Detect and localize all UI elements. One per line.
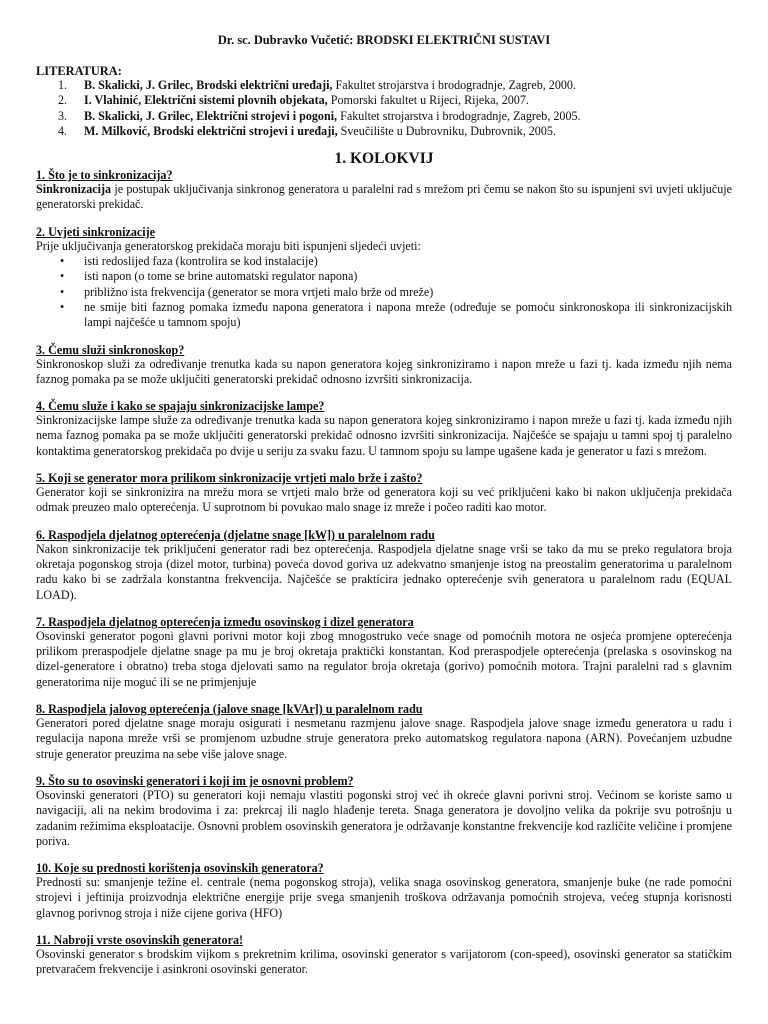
answer-text	[36, 629, 732, 690]
answer-text	[36, 716, 732, 762]
condition-text: približno ista frekvencija (generator se mora vrtjeti malo brže od mreže)	[84, 284, 434, 299]
answer-text	[36, 413, 732, 459]
answer-body: Generator koji se sinkronizira na mrežu mora se vrtjeti malo brže od generatora koji su već priključeni kako bi nakon uključenja prekidača odmak preuzeo malo opterećenja. U suprotnom bi povukao malo snage iz mreže i počeo raditi kao motor.	[36, 485, 732, 515]
literature-item-title: M. Milković, Brodski električni strojevi i uređaji,	[84, 123, 338, 138]
question-section	[36, 615, 732, 690]
literature-item-number: 2.	[58, 93, 68, 108]
question-heading: 4. Čemu služe i kako se spajaju sinkronizacijske lampe?	[36, 399, 325, 414]
condition-item	[60, 269, 732, 284]
literature-item-publisher: Sveučilište u Dubrovniku, Dubrovnik, 2005.	[337, 123, 556, 138]
answer-text	[36, 357, 732, 388]
question-heading: 9. Što su to osovinski generatori i koji im je osnovni problem?	[36, 773, 354, 788]
answer-body: Sinkronoskop služi za određivanje trenutka kada su napon generatora kojeg sinkroniziramo i napon mreže u fazi tj. kada između njih nema faznog pomaka pa se može uključiti generatorski prekidač odnosno izvršiti sinkronizacija.	[36, 356, 732, 386]
question-section	[36, 774, 732, 849]
question-section	[36, 702, 732, 762]
question-heading: 6. Raspodjela djelatnog opterećenja (djelatne snage [kW]) u paralelnom radu	[36, 527, 435, 542]
bullet-icon: •	[60, 254, 65, 269]
question-heading: 3. Čemu služi sinkronoskop?	[36, 342, 185, 357]
answer-text	[36, 239, 732, 254]
literature-item	[58, 123, 732, 139]
question-section	[36, 168, 732, 213]
question-heading: 5. Koji se generator mora prilikom sinkronizacije vrtjeti malo brže i zašto?	[36, 471, 423, 486]
literature-item-title: B. Skalicki, J. Grilec, Brodski električni uređaji,	[84, 78, 333, 92]
answer-body: je postupak uključivanja sinkronog generatora u paralelni rad s mrežom pri čemu se nakon što su ispunjeni svi uvjeti uključuje generatorski prekidač.	[36, 182, 732, 212]
literature-item-number: 1.	[58, 78, 68, 92]
answer-text	[36, 542, 732, 603]
answer-body: Prije uključivanja generatorskog prekidača moraju biti ispunjeni sljedeći uvjeti:	[36, 238, 421, 253]
condition-item	[60, 254, 732, 269]
answer-body: Generatori pored djelatne snage moraju osigurati i nesmetanu razmjenu jalove snage. Raspodjela jalove snage između generatora u radu i regulacija napona mreže vrši se promjenom uzbudne struje generatora preko automatskog regulatora napona (ARN). Povećanjem uzbudne struje generator preuzima na sebe više jalove snage.	[36, 716, 732, 761]
answer-body: Osovinski generatori (PTO) su generatori koji nemaju vlastiti pogonski stroj već ih okreće glavni porivni stroj. Većinom se koriste samo u navigaciji, ali na nekim brodovima i za: prekrcaj ili naglo hlađenje tereta. Snaga generatora je dovoljno velika da pokrije svu potrošnju u zadanim režimima eksploatacije. Osnovni problem osovinskih generatora je održavanje konstantne frekvencije kod različite veličine i promjene poriva.	[36, 787, 732, 848]
question-section	[36, 471, 732, 516]
document-header: Dr. sc. Dubravko Vučetić: BRODSKI ELEKTRIČNI SUSTAVI	[217, 33, 551, 47]
literature-item-title: I. Vlahinić, Električni sistemi plovnih objekata,	[84, 93, 328, 108]
literature-item-number: 4.	[58, 123, 68, 138]
answer-body: Prednosti su: smanjenje težine el. centrale (nema pogonskog stroja), velika snaga osovinskog generatora, smanjenje buke (ne rade pomoćni strojevi i jeftinija proizvodnja električne energije prije svega smanjenih troškova održavanja pomoćnih strojeva, većeg stupnja korisnosti glavnog porivnog stroja i niže cijene goriva (HFO)	[36, 875, 732, 920]
literature-item	[58, 108, 732, 124]
answer-text	[36, 485, 732, 516]
answer-term: Sinkronizacija	[36, 182, 112, 197]
question-section	[36, 933, 732, 978]
literature-heading: LITERATURA:	[36, 64, 122, 78]
literature-item-number: 3.	[58, 108, 68, 123]
question-section	[36, 399, 732, 459]
literature-item-publisher: Pomorski fakultet u Rijeci, Rijeka, 2007.	[327, 93, 529, 108]
question-heading: 7. Raspodjela djelatnog opterećenja između osovinskog i dizel generatora	[36, 614, 414, 629]
literature-item	[58, 78, 732, 93]
condition-item	[60, 299, 732, 331]
condition-text: isti napon (o tome se brine automatski regulator napona)	[84, 269, 358, 284]
literature-item-publisher: Fakultet strojarstva i brodogradnje, Zagreb, 2000.	[332, 78, 576, 92]
literature-item-title: B. Skalicki, J. Grilec, Električni strojevi i pogoni,	[84, 108, 338, 123]
answer-text	[36, 947, 732, 978]
literature-item	[58, 93, 732, 108]
condition-text: ne smije biti faznog pomaka između napona generatora i napona mreže (određuje se pomoću sinkronoskopa ili sinkronizacijskih lampi najčešće u tamnom spoju)	[84, 299, 732, 330]
question-section	[36, 528, 732, 603]
question-heading: 1. Što je to sinkronizacija?	[36, 168, 173, 183]
answer-text	[36, 875, 732, 921]
answer-body: Nakon sinkronizacije tek priključeni generator radi bez opterećenja. Raspodjela djelatne snage vrši se tako da mu se preko regulatora broja okretaja pogonskog stroja (dizel motor, turbina) poveća dovod goriva uz adekvatno smanjenje istog na preostalim generatorima u paralelnom radu kako bi se zadržala konstantna frekvencija. Najčešće se praktícira jednako opterećenje svih generatora u paralelnom radu (EQUAL LOAD).	[36, 541, 732, 602]
page-title: 1. KOLOKVIJ	[334, 150, 434, 168]
question-heading: 2. Uvjeti sinkronizacije	[36, 224, 156, 239]
answer-body: Osovinski generator pogoni glavni porivni motor koji zbog mnogostruko veće snage od pomoćnih motora ne osjeća promjene opterećenja prilikom preraspodjele djelatne snage pa mu je broj okretaja praktički konstantan. Kod preraspodjele opterećenja (prelaska s osovinskog na dizel-generatore i obratno) treba stoga djelovati samo na regulator broja okretaja (gorivo) pomoćnih motora. Trajni paralelni rad s glavnim generatorima nije moguć ili se ne primjenjuje	[36, 628, 732, 689]
questions-container	[36, 168, 732, 977]
literature-list	[36, 78, 732, 139]
question-heading: 8. Raspodjela jalovog opterećenja (jalove snage [kVAr]) u paralelnom radu	[36, 702, 423, 717]
bullet-icon: •	[60, 299, 65, 314]
bullet-icon: •	[60, 269, 65, 284]
question-section	[36, 861, 732, 921]
question-heading: 10. Koje su prednosti korištenja osovinskih generatora?	[36, 861, 324, 876]
bullet-icon: •	[60, 284, 65, 299]
condition-text: isti redoslijed faza (kontrolira se kod instalacije)	[84, 254, 318, 269]
condition-item	[60, 284, 732, 300]
literature-block	[36, 64, 732, 139]
literature-item-publisher: Fakultet strojarstva i brodogradnje, Zagreb, 2005.	[337, 108, 581, 123]
question-section	[36, 225, 732, 331]
answer-body: Sinkronizacijske lampe služe za određivanje trenutka kada su napon generatora kojeg sinkroniziramo i napon mreže u fazi tj. kada između njih nema faznog pomaka pa se može uključiti generatorski prekidač odnosno izvršiti sinkronizacija. Najčešće se spajaju u tamni spoj tj paralelno kontaktima generatorskog prekidača po dvije u seriju za svaku fazu. U tamnom spoju su lampe ugašene kada je generator u fazi s mrežom.	[36, 413, 732, 458]
question-heading: 11. Nabroji vrste osovinskih generatora!	[36, 932, 244, 947]
answer-text	[36, 182, 732, 213]
answer-text	[36, 788, 732, 849]
question-section	[36, 343, 732, 388]
conditions-list	[36, 254, 732, 330]
answer-body: Osovinski generator s brodskim vijkom s prekretnim krilima, osovinski generator s varijatorom (con-speed), osovinski generator sa statičkim pretvaračem frekvencije i asinkroni osovinski generator.	[36, 946, 732, 977]
